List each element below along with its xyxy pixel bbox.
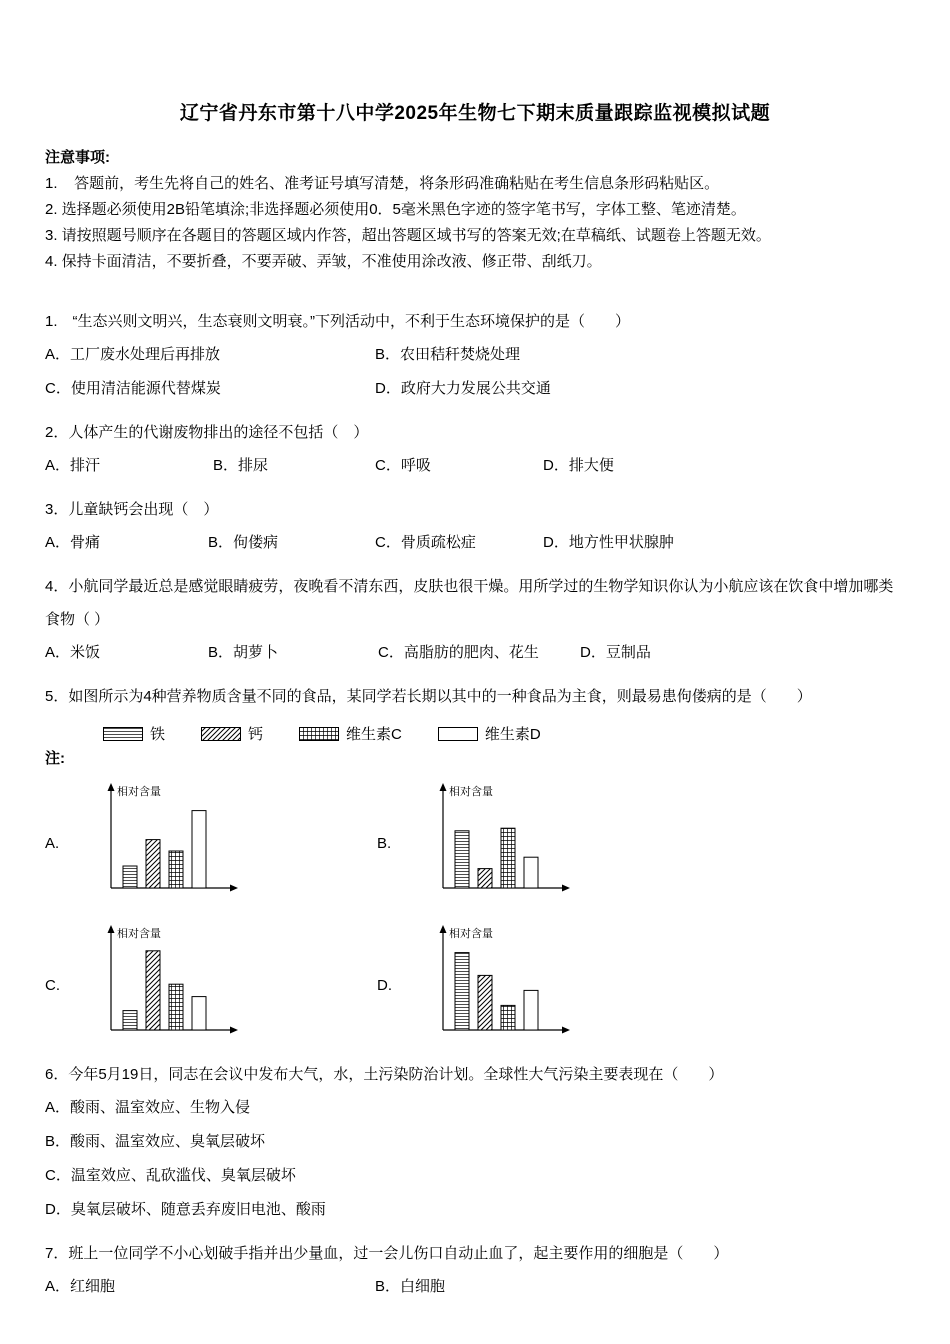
bar-chart-a bbox=[87, 780, 239, 906]
question-stem: 6．今年5月19日，同志在会议中发布大气，水，土污染防治计划。全球性大气污染主要表现在（ ） bbox=[45, 1066, 724, 1083]
chart-label-c: C. bbox=[45, 976, 60, 994]
legend-label: 维生素D bbox=[484, 726, 541, 743]
question-stem: 3．儿童缺钙会出现（ ） bbox=[45, 501, 219, 518]
notice-heading: 注意事项: bbox=[45, 149, 110, 166]
chart-cell-b bbox=[377, 780, 905, 906]
option-c: C．温室效应、乱砍滥伐、臭氧层破坏 bbox=[45, 1167, 296, 1184]
question-5 bbox=[45, 680, 905, 1048]
chart-cell-c bbox=[45, 922, 377, 1048]
chart-label-a: A. bbox=[45, 834, 60, 852]
legend-item-calcium bbox=[201, 723, 263, 744]
option-a: A．酸雨、温室效应、生物入侵 bbox=[45, 1099, 251, 1116]
bar-chart-c bbox=[87, 922, 239, 1048]
charts-grid bbox=[45, 780, 905, 1048]
chart-legend bbox=[103, 723, 905, 744]
notice-section bbox=[45, 145, 905, 275]
option-a: A．米饭 bbox=[45, 644, 101, 661]
legend-swatch-calcium-icon bbox=[201, 727, 241, 741]
bar-chart-b bbox=[419, 780, 571, 906]
legend-item-vitamin-c bbox=[299, 723, 402, 744]
legend-item-vitamin-d bbox=[438, 723, 541, 744]
legend-swatch-vitamin-c-icon bbox=[299, 727, 339, 741]
option-d: D．豆制品 bbox=[580, 644, 651, 661]
question-3 bbox=[45, 493, 905, 560]
chart-cell-d bbox=[377, 922, 905, 1048]
question-4 bbox=[45, 570, 905, 670]
option-a: A．工厂废水处理后再排放 bbox=[45, 346, 221, 363]
option-b: B．排尿 bbox=[213, 457, 269, 474]
question-1 bbox=[45, 305, 905, 406]
question-stem: 2．人体产生的代谢废物排出的途径不包括（ ） bbox=[45, 424, 369, 441]
option-a: A．红细胞 bbox=[45, 1278, 116, 1295]
option-a: A．骨痛 bbox=[45, 534, 101, 551]
legend-swatch-iron-icon bbox=[103, 727, 143, 741]
notice-item: 1. 答题前，考生先将自己的姓名、准考证号填写清楚，将条形码准确粘贴在考生信息条形码粘贴区。 bbox=[45, 175, 720, 192]
option-b: B．农田秸秆焚烧处理 bbox=[375, 346, 521, 363]
option-a: A．排汗 bbox=[45, 457, 101, 474]
question-stem: 4．小航同学最近总是感觉眼睛疲劳，夜晚看不清东西，皮肤也很干燥。用所学过的生物学知识你认为小航应该在饮食中增加哪类食物（ ） bbox=[45, 578, 894, 628]
chart-label-b: B. bbox=[377, 834, 392, 852]
question-stem: 5．如图所示为4种营养物质含量不同的食品，某同学若长期以其中的一种食品为主食，则最易患佝偻病的是（ ） bbox=[45, 688, 812, 705]
notice-item: 4. 保持卡面清洁，不要折叠，不要弄破、弄皱，不准使用涂改液、修正带、刮纸刀。 bbox=[45, 253, 602, 270]
legend-label: 维生素C bbox=[346, 726, 402, 743]
bar-chart-d bbox=[419, 922, 571, 1048]
legend-label: 钙 bbox=[248, 726, 264, 743]
option-b: B．佝偻病 bbox=[208, 534, 279, 551]
note-label: 注: bbox=[45, 750, 65, 767]
legend-label: 铁 bbox=[150, 726, 166, 743]
question-7 bbox=[45, 1237, 905, 1304]
option-d: D．政府大力发展公共交通 bbox=[375, 380, 551, 397]
option-c: C．骨质疏松症 bbox=[375, 534, 476, 551]
svg-text:相对含量: 相对含量 bbox=[449, 928, 493, 940]
option-d: D．地方性甲状腺肿 bbox=[543, 534, 674, 551]
svg-text:相对含量: 相对含量 bbox=[449, 786, 493, 798]
question-stem: 7．班上一位同学不小心划破手指并出少量血，过一会儿伤口自动止血了，起主要作用的细胞是（ ） bbox=[45, 1245, 729, 1262]
chart-label-d: D. bbox=[377, 976, 392, 994]
option-b: B．白细胞 bbox=[375, 1278, 446, 1295]
option-b: B．酸雨、温室效应、臭氧层破坏 bbox=[45, 1133, 266, 1150]
option-d: D．排大便 bbox=[543, 457, 614, 474]
option-b: B．胡萝卜 bbox=[208, 644, 279, 661]
page-title: 辽宁省丹东市第十八中学2025年生物七下期末质量跟踪监视模拟试题 bbox=[179, 103, 771, 124]
option-c: C．使用清洁能源代替煤炭 bbox=[45, 380, 221, 397]
svg-text:相对含量: 相对含量 bbox=[117, 928, 161, 940]
legend-item-iron bbox=[103, 723, 165, 744]
question-6 bbox=[45, 1058, 905, 1227]
question-stem: 1. “生态兴则文明兴，生态衰则文明衰。”下列活动中，不利于生态环境保护的是（ ） bbox=[45, 313, 631, 330]
option-c: C．高脂肪的肥肉、花生 bbox=[378, 644, 539, 661]
notice-item: 2. 选择题必须使用2B铅笔填涂;非选择题必须使用0．5毫米黑色字迹的签字笔书写，字体工整、笔迹清楚。 bbox=[45, 201, 746, 218]
svg-text:相对含量: 相对含量 bbox=[117, 786, 161, 798]
legend-swatch-vitamin-d-icon bbox=[438, 727, 478, 741]
question-2 bbox=[45, 416, 905, 483]
chart-cell-a bbox=[45, 780, 377, 906]
option-c: C．呼吸 bbox=[375, 457, 431, 474]
option-d: D．臭氧层破坏、随意丢弃废旧电池、酸雨 bbox=[45, 1201, 326, 1218]
notice-item: 3. 请按照题号顺序在各题目的答题区域内作答，超出答题区域书写的答案无效;在草稿纸、试题卷上答题无效。 bbox=[45, 227, 771, 244]
